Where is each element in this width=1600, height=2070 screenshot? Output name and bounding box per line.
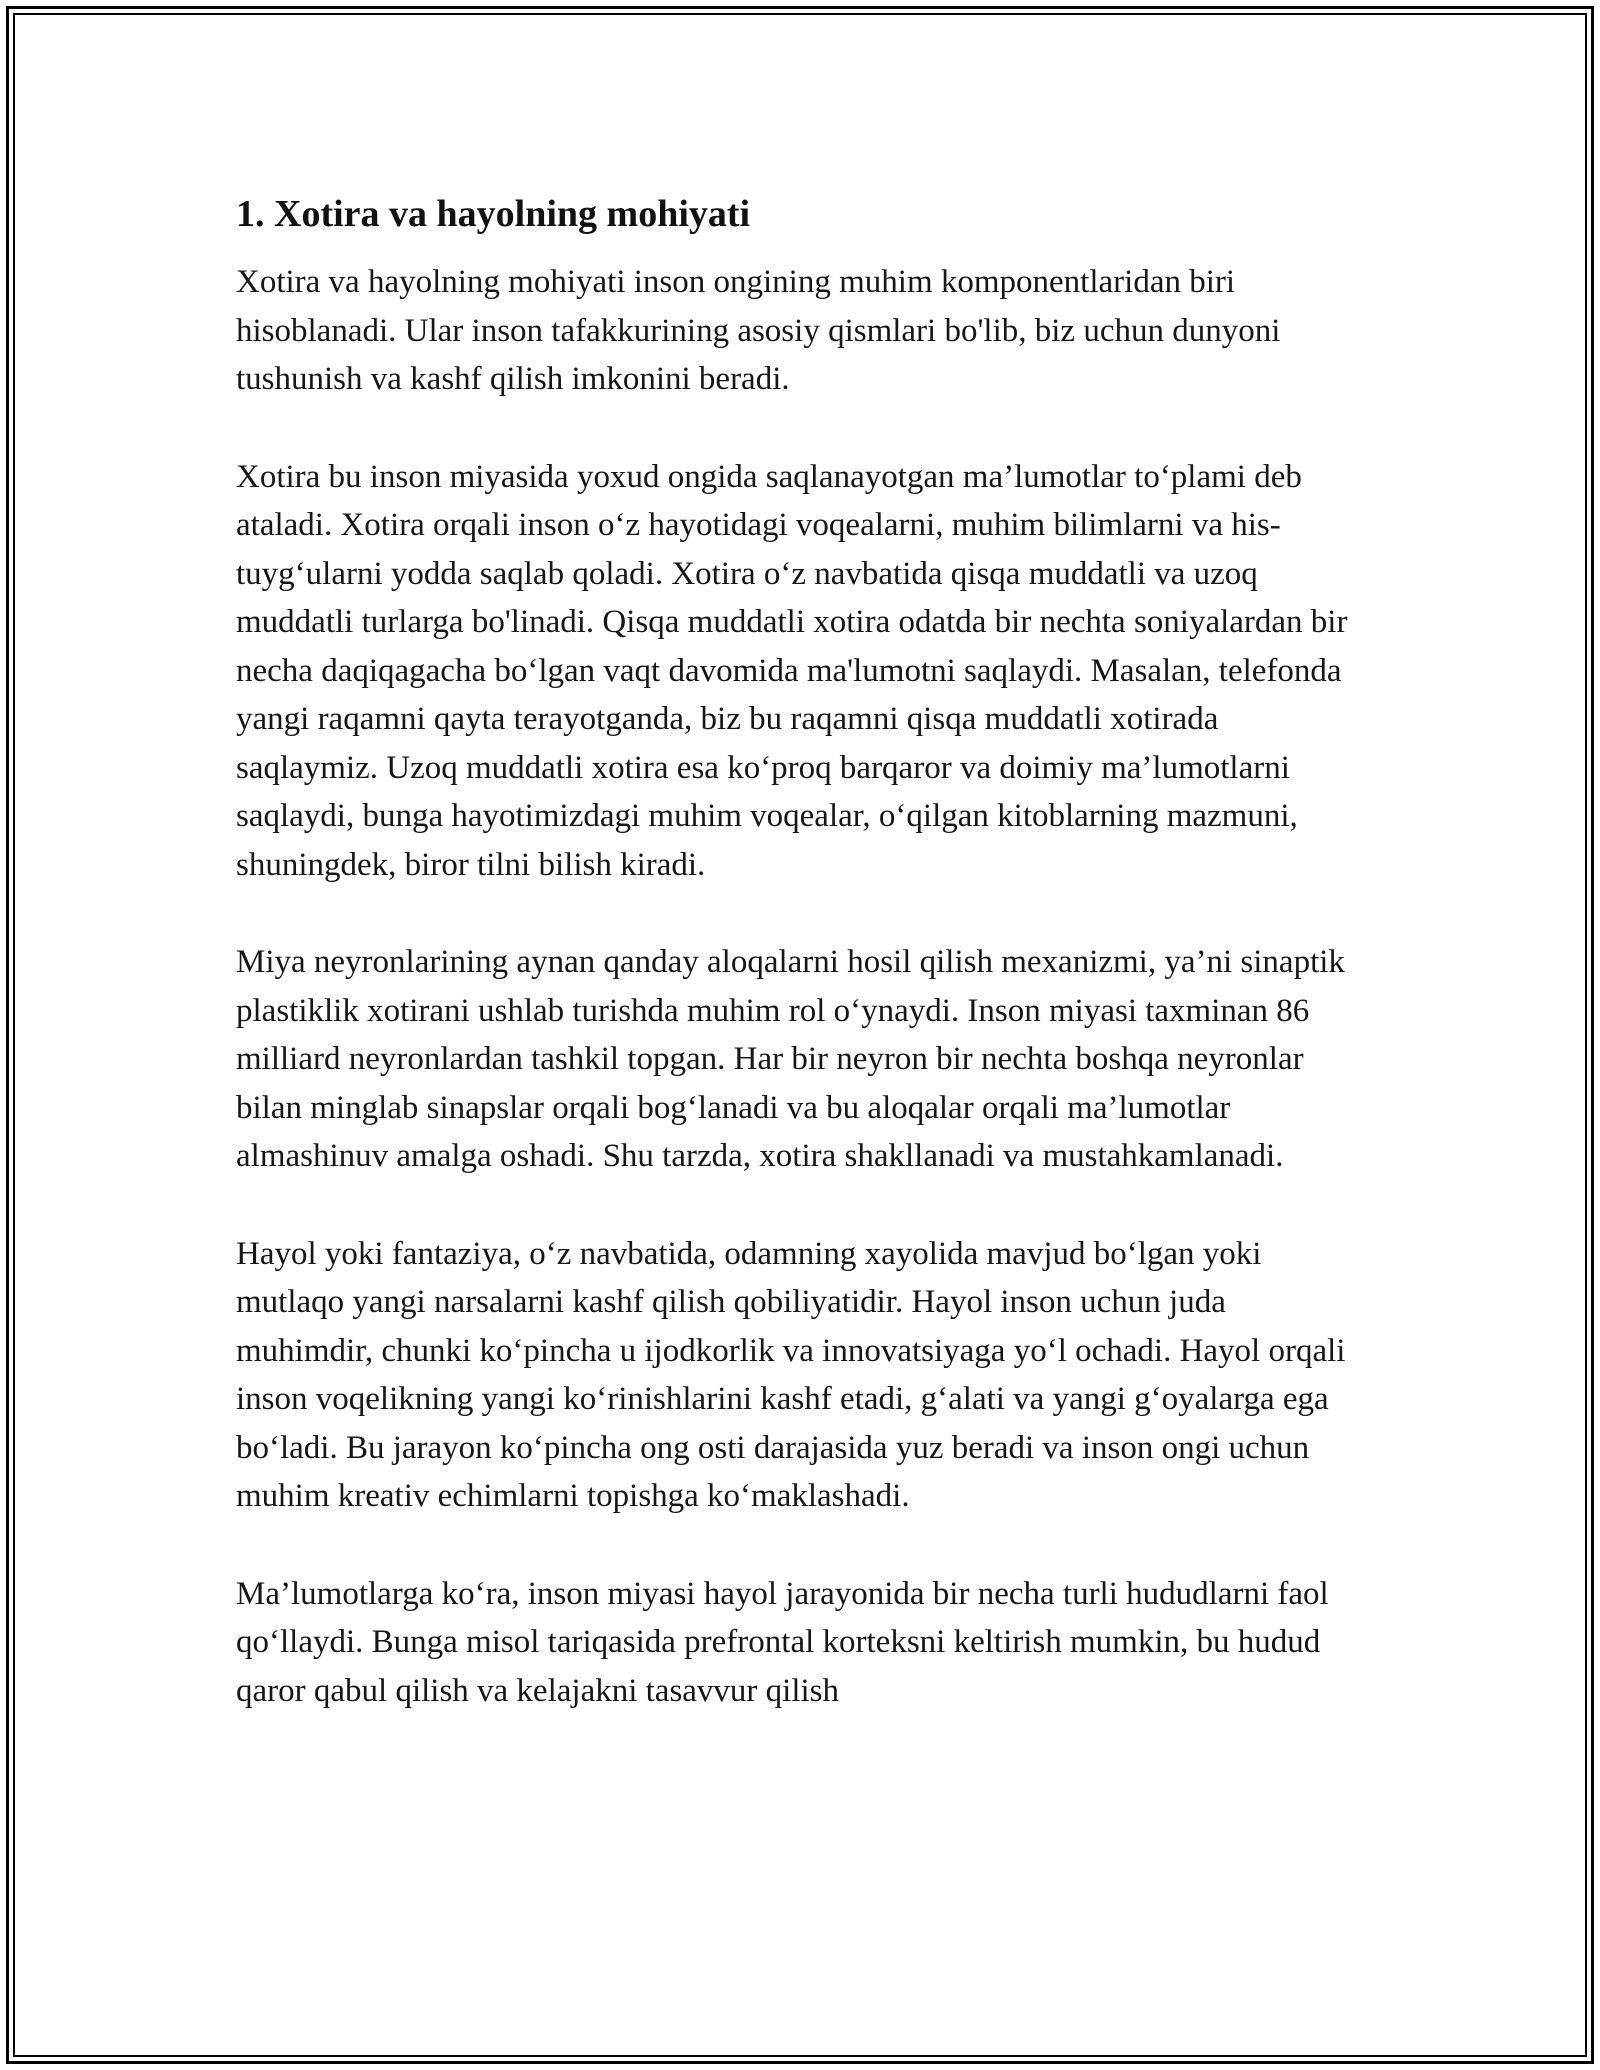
paragraph-1: Xotira va hayolning mohiyati inson ongining muhim komponentlaridan biri hisoblanadi. Ular inson tafakkurining asosiy qismlari bo'lib, biz uchun dunyoni tushunish va kashf qilish imkonini beradi. (236, 264, 1281, 397)
paragraph-4: Hayol yoki fantaziya, o‘z navbatida, odamning xayolida mavjud bo‘lgan yoki mutlaqo yangi narsalarni kashf qilish qobiliyatidir. Hayol inson uchun juda muhimdir, chunki ko‘pincha u ijodkorlik va innovatsiyaga yo‘l ochadi. Hayol orqali inson voqelikning yangi ko‘rinishlarini kashf etadi, g‘alati va yangi g‘oyalarga ega bo‘ladi. Bu jarayon ko‘pincha ong osti darajasida yuz beradi va inson ongi uchun muhim kreativ echimlarni topishga ko‘maklashadi. (236, 1235, 1346, 1514)
section-heading: 1. Xotira va hayolning mohiyati (236, 193, 751, 235)
paragraph-3: Miya neyronlarining aynan qanday aloqalarni hosil qilish mexanizmi, ya’ni sinaptik plastiklik xotirani ushlab turishda muhim rol o‘ynaydi. Inson miyasi taxminan 86 milliard neyronlardan tashkil topgan. Har bir neyron bir nechta boshqa neyronlar bilan minglab sinapslar orqali bog‘lanadi va bu aloqalar orqali ma’lumotlar almashinuv amalga oshadi. Shu tarzda, xotira shakllanadi va mustahkamlanadi. (236, 944, 1345, 1174)
paragraph-5: Ma’lumotlarga ko‘ra, inson miyasi hayol jarayonida bir necha turli hududlarni faol qo‘llaydi. Bunga misol tariqasida prefrontal korteksni keltirish mumkin, bu hudud qaror qabul qilish va kelajakni tasavvur qilish (236, 1575, 1329, 1709)
document-body (236, 190, 1366, 1764)
paragraph-2: Xotira bu inson miyasida yoxud ongida saqlanayotgan ma’lumotlar to‘plami deb ataladi. Xotira orqali inson o‘z hayotidagi voqealarni, muhim bilimlarni va his-tuyg‘ularni yodda saqlab qoladi. Xotira o‘z navbatida qisqa muddatli va uzoq muddatli turlarga bo'linadi. Qisqa muddatli xotira odatda bir nechta soniyalardan bir necha daqiqagacha bo‘lgan vaqt davomida ma'lumotni saqlaydi. Masalan, telefonda yangi raqamni qayta terayotganda, biz bu raqamni qisqa muddatli xotirada saqlaymiz. Uzoq muddatli xotira esa ko‘proq barqaror va doimiy ma’lumotlarni saqlaydi, bunga hayotimizdagi muhim voqealar, o‘qilgan kitoblarning mazmuni, shuningdek, biror tilni bilish kiradi. (236, 458, 1348, 883)
